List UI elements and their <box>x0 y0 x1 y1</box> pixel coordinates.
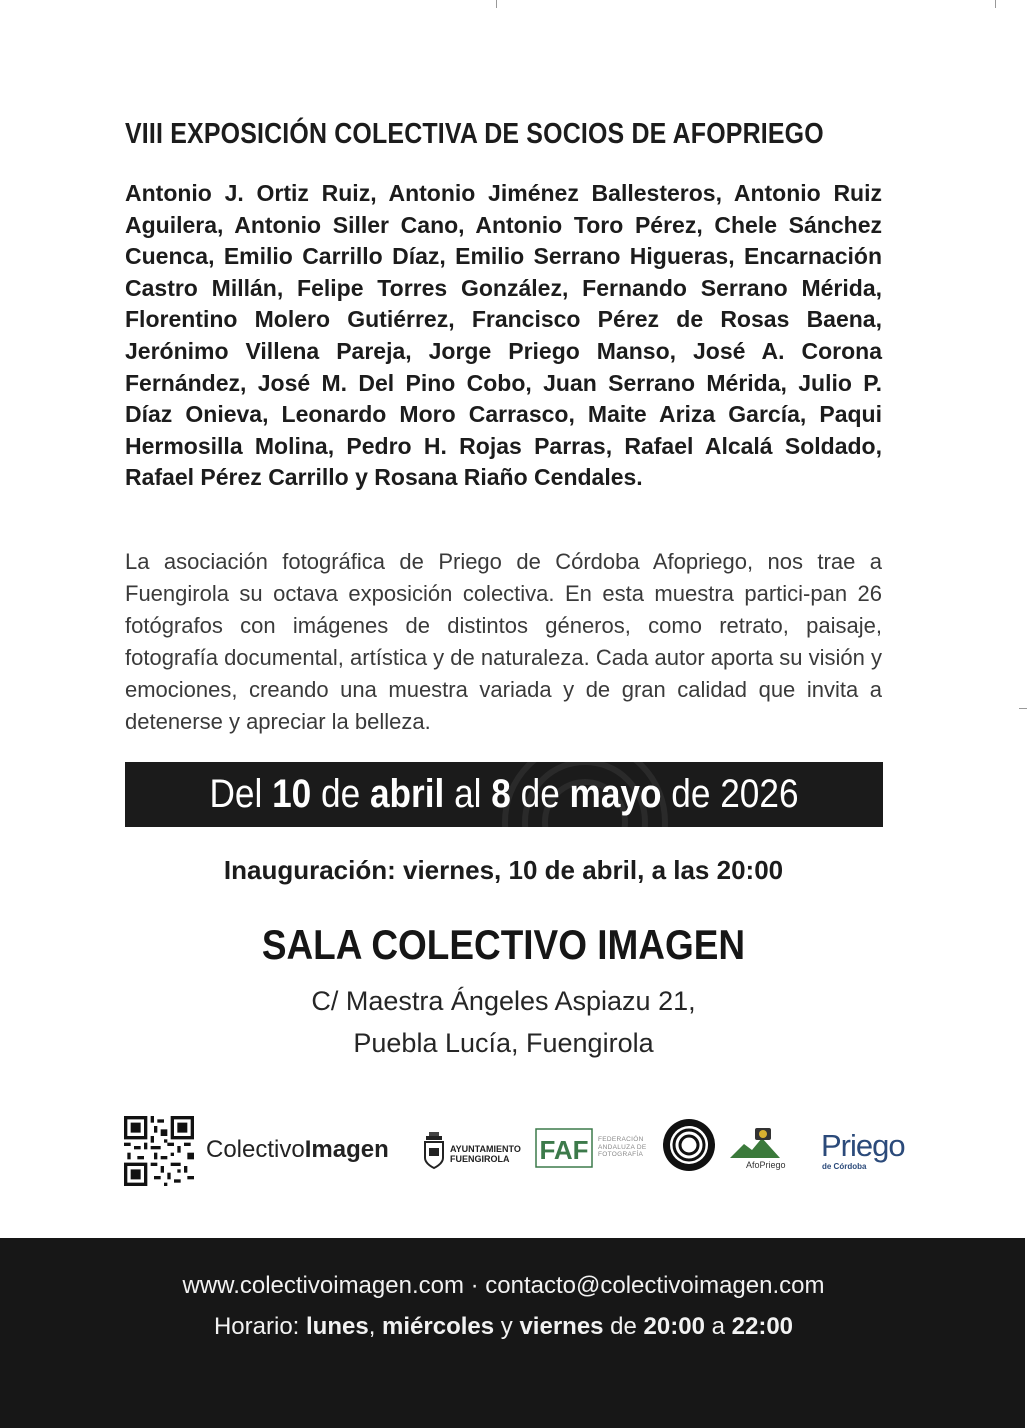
address-line-1: C/ Maestra Ángeles Aspiazu 21, <box>311 986 696 1016</box>
description: La asociación fotográfica de Priego de Córdoba Afopriego, nos trae a Fuengirola su octava exposición colectiva. En esta muestra partici-pan 26 fotógrafos con imágenes de distintos géneros, como retrato, paisaje, fotografía documental, artística y de naturaleza. Cada autor aporta su visión y emociones, creando una muestra variada y de gran calidad que invita a detenerse y apreciar la belleza. <box>125 549 882 734</box>
priego-logo-subtitle: de Córdoba <box>822 1162 867 1171</box>
crop-mark-top <box>496 0 497 8</box>
sponsor-logos <box>0 1110 1027 1190</box>
crop-mark-top-right <box>995 0 996 8</box>
faf-logo-icon <box>535 1128 595 1170</box>
qr-code-icon <box>124 1116 194 1186</box>
contact-info: www.colectivoimagen.com · contacto@colectivoimagen.com <box>182 1272 825 1299</box>
footer <box>0 1238 1025 1428</box>
address-line-2: Puebla Lucía, Fuengirola <box>353 1028 654 1058</box>
colectivo-ring-logo-icon <box>661 1117 717 1173</box>
faf-mark: FAF <box>539 1135 589 1165</box>
exhibition-title: VIII EXPOSICIÓN COLECTIVA DE SOCIOS DE AFOPRIEGO <box>125 118 824 150</box>
date-band <box>125 762 883 827</box>
venue-name: SALA COLECTIVO IMAGEN <box>261 921 746 968</box>
colectivo-imagen-logo: ColectivoImagen <box>206 1136 389 1163</box>
priego-logo: Priego <box>821 1128 905 1163</box>
faf-caption: FEDERACIÓN ANDALUZA DE FOTOGRAFÍA <box>598 1136 647 1158</box>
afopriego-logo-icon <box>730 1126 780 1160</box>
participants-list: Antonio J. Ortiz Ruiz, Antonio Jiménez Ballesteros, Antonio Ruiz Aguilera, Antonio Siller Cano, Antonio Toro Pérez, Chele Sánchez Cuenca, Emilio Carrillo Díaz, Emilio Serrano Higueras, Encarnación Castro Millán, Felipe Torres González, Fernando Serrano Mérida, Florentino Molero Gutiérrez, Francisco Pérez de Rosas Baena, Jerónimo Villena Pareja, Jorge Priego Manso, José A. Corona Fernández, José M. Del Pino Cobo, Juan Serrano Mérida, Julio P. Díaz Onieva, Leonardo Moro Carrasco, Maite Ariza García, Paqui Hermosilla Molina, Pedro H. Rojas Parras, Rafael Alcalá Soldado, Rafael Pérez Carrillo y Rosana Riaño Cendales. <box>125 180 882 491</box>
ayuntamiento-logo: AYUNTAMIENTO FUENGIROLA <box>450 1144 521 1164</box>
venue-address <box>0 980 1007 1064</box>
fuengirola-crest-icon <box>423 1130 445 1170</box>
opening-hours: Horario: lunes, miércoles y viernes de 20:00 a 22:00 <box>213 1313 794 1340</box>
date-range: Del 10 de abril al 8 de mayo de 2026 <box>209 772 799 816</box>
crop-mark-right <box>1019 708 1027 709</box>
afopriego-label: AfoPriego <box>746 1160 786 1170</box>
inauguration-text: Inauguración: viernes, 10 de abril, a las 20:00 <box>223 855 784 885</box>
